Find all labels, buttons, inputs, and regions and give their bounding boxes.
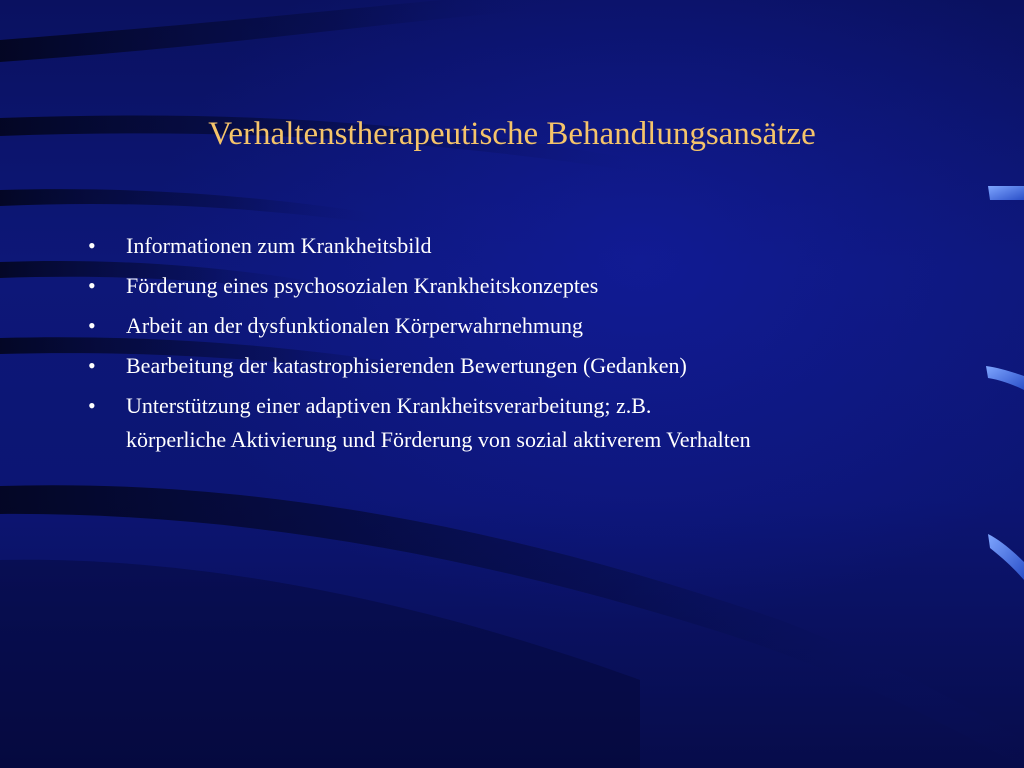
bullet-line: Informationen zum Krankheitsbild [126,233,432,258]
bullet-text [126,309,978,343]
bullet-item [88,229,978,263]
bullet-line: Bearbeitung der katastrophisierenden Bewertungen (Gedanken) [126,353,687,378]
bullet-text [126,389,978,457]
bullet-icon: • [88,313,96,338]
bullet-item [88,389,978,457]
bullet-line: Arbeit an der dysfunktionalen Körperwahrnehmung [126,313,583,338]
bullet-item [88,309,978,343]
dark-swoosh-2 [0,189,380,224]
bullet-icon: • [88,273,96,298]
dark-swoosh-6 [0,560,640,768]
bullet-item [88,269,978,303]
bullet-icon: • [88,233,96,258]
bullet-line: körperliche Aktivierung und Förderung von sozial aktiverem Verhalten [126,427,751,452]
accent-tick-1 [988,186,1024,200]
bullet-text [126,269,978,303]
bullet-line: Unterstützung einer adaptiven Krankheitsverarbeitung; z.B. [126,393,652,418]
accent-tick-3 [988,534,1024,580]
bullet-icon: • [88,393,96,418]
bullet-text [126,349,978,383]
bullet-icon: • [88,353,96,378]
dark-swoosh-top [0,0,560,62]
bullet-line: Förderung eines psychosozialen Krankheitskonzeptes [126,273,599,298]
bullet-text [126,229,978,263]
slide-title: Verhaltenstherapeutische Behandlungsansätze [208,116,816,152]
bullet-item [88,349,978,383]
accent-tick-2 [986,366,1024,390]
bullet-list [88,229,978,463]
